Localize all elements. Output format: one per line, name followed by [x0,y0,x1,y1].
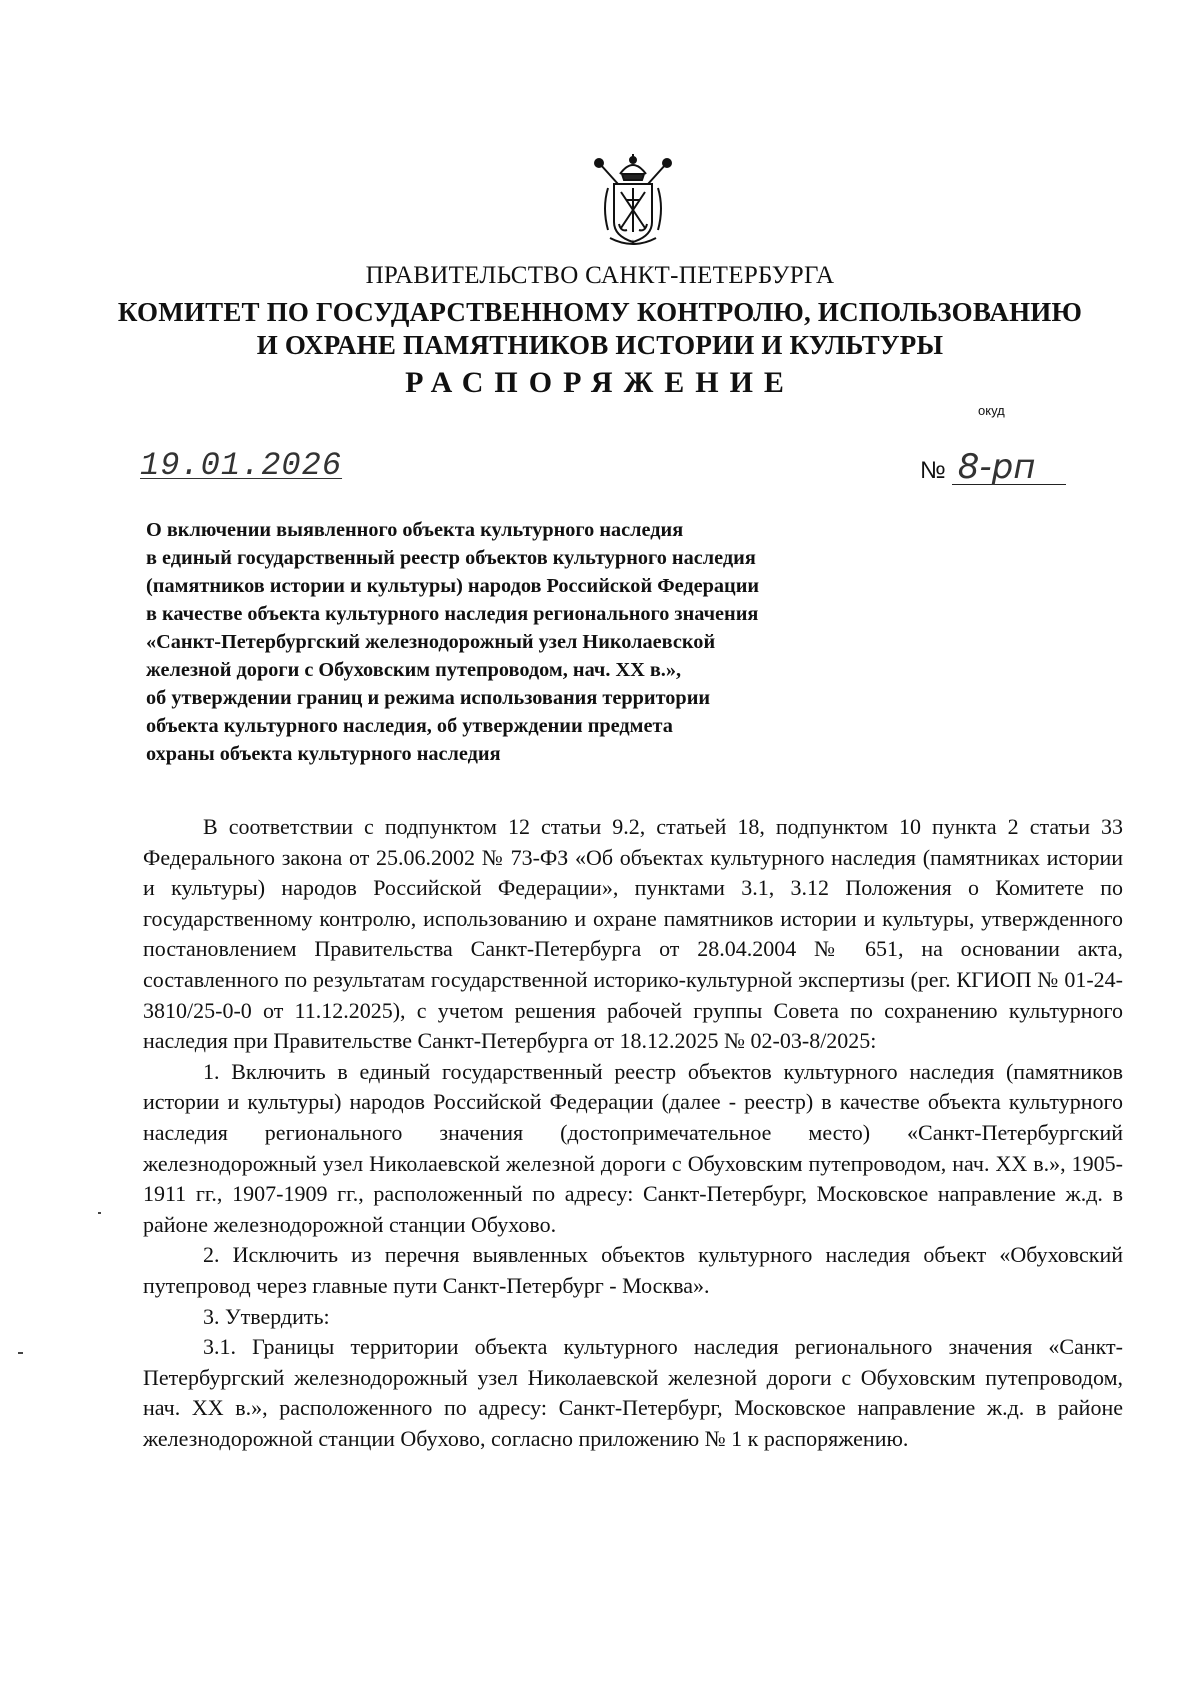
document-type-title: РАСПОРЯЖЕНИЕ [405,366,795,399]
committee-name-line-1: КОМИТЕТ ПО ГОСУДАРСТВЕННОМУ КОНТРОЛЮ, ИСПОЛЬЗОВАНИЮ [117,297,1083,327]
item-3-1-paragraph: 3.1. Границы территории объекта культурного наследия регионального значения «Санкт-Петербургский железнодорожный узел Николаевской железной дороги с Обуховским путепроводом, нач. ХХ в.», расположенного по адресу: Санкт-Петербург, Московское направление ж.д. в районе железнодорожной станции Обухово, согласно приложению № 1 к распоряжению. [143,1334,1123,1451]
scan-mark [98,1212,101,1214]
document-body [143,812,1123,1454]
subject-line: О включении выявленного объекта культурного наследия [146,519,684,541]
subject-line: охраны объекта культурного наследия [146,743,501,765]
item-3-paragraph: 3. Утвердить: [203,1303,330,1329]
preamble-paragraph: В соответствии с подпунктом 12 статьи 9.2, статьей 18, подпунктом 10 пункта 2 статьи 33 Федерального закона от 25.06.2002 № 73-ФЗ «Об объектах культурного наследия (памятниках истории и культуры) народов Российской Федерации», пунктами 3.1, 3.12 Положения о Комитете по государственному контролю, использованию и охране памятников истории и культуры, утвержденного постановлением Правительства Санкт-Петербурга от 28.04.2004 № 651, на основании акта, составленного по результатам государственной историко-культурной экспертизы (рег. КГИОП № 01-24-3810/25-0-0 от 11.12.2025), с учетом решения рабочей группы Совета по сохранению культурного наследия при Правительстве Санкт-Петербурга от 18.12.2025 № 02-03-8/2025: [143,814,1123,1054]
document-number [920,447,1066,487]
subject-line: «Санкт-Петербургский железнодорожный узел Николаевской [146,631,716,653]
government-name: ПРАВИТЕЛЬСТВО САНКТ-ПЕТЕРБУРГА [365,262,835,289]
subject-line: железной дороги с Обуховским путепроводом, нач. ХХ в.», [146,659,682,681]
number-sign: № [920,457,946,484]
committee-name [80,296,1120,362]
scan-mark [18,1352,23,1354]
subject-line: (памятников истории и культуры) народов Российской Федерации [146,575,760,597]
subject-line: объекта культурного наследия, об утверждении предмета [146,715,673,737]
item-2-paragraph: 2. Исключить из перечня выявленных объектов культурного наследия объект «Обуховский путепровод через главные пути Санкт-Петербург - Москва». [143,1242,1123,1298]
item-1-paragraph: 1. Включить в единый государственный реестр объектов культурного наследия (памятников истории и культуры) народов Российской Федерации (далее - реестр) в качестве объекта культурного наследия регионального значения (достопримечательное место) «Санкт-Петербургский железнодорожный узел Николаевской железной дороги с Обуховским путепроводом, нач. ХХ в.», 1905-1911 гг., 1907-1909 гг., расположенный по адресу: Санкт-Петербург, Московское направление ж.д. в районе железнодорожной станции Обухово. [143,1058,1123,1237]
subject-line: в качестве объекта культурного наследия регионального значения [146,603,759,625]
document-date: 19.01.2026 [140,447,343,484]
svg-text:✦: ✦ [629,238,637,247]
okud-label: окуд [978,403,1005,418]
document-subject [146,516,926,768]
saint-petersburg-coat-of-arms-icon [590,152,676,252]
document-number-value: 8-рп [952,450,1066,485]
subject-line: об утверждении границ и режима использования территории [146,687,711,709]
committee-name-line-2: И ОХРАНЕ ПАМЯТНИКОВ ИСТОРИИ И КУЛЬТУРЫ [256,330,944,360]
subject-line: в единый государственный реестр объектов культурного наследия [146,547,756,569]
